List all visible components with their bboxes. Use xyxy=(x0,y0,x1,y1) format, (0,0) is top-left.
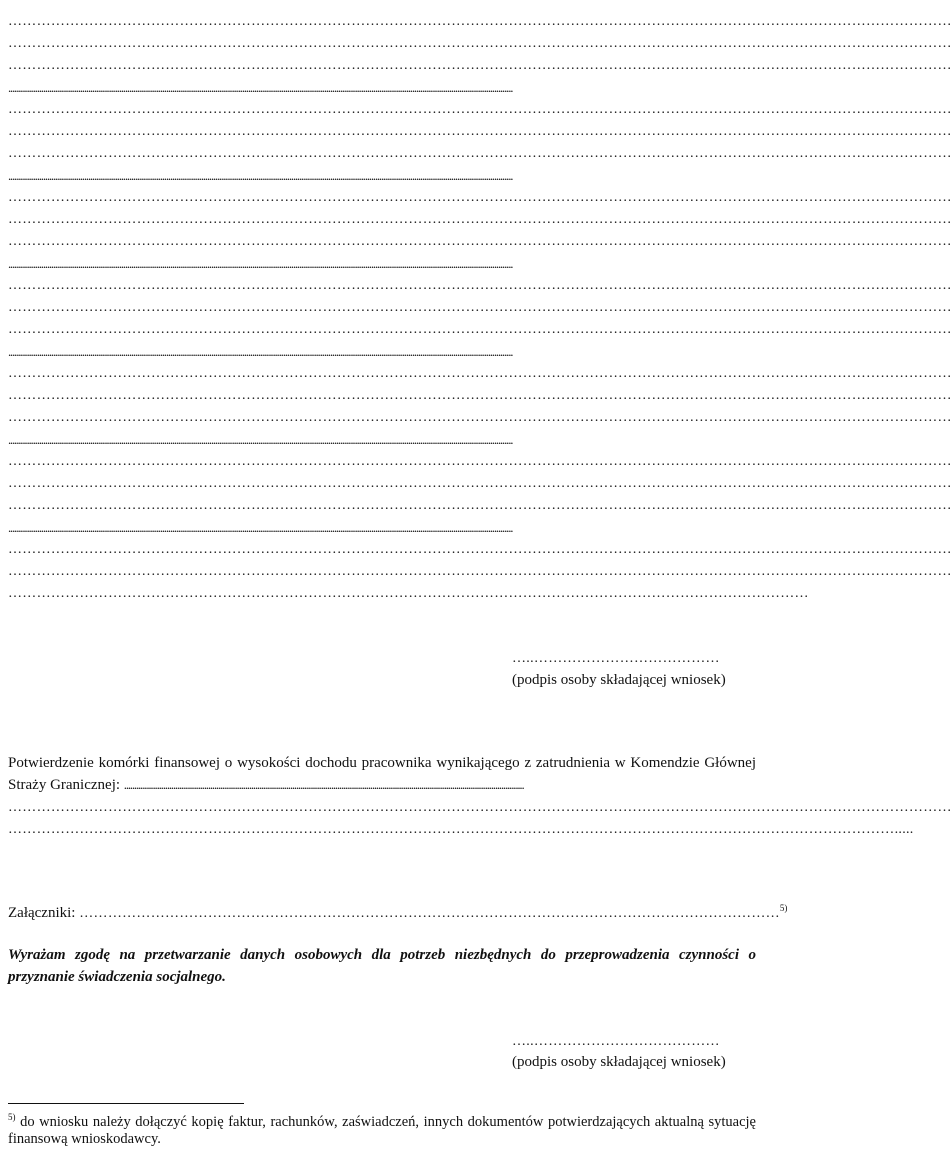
dotted-line-1: ……………………………………………………………………………………………………………………………………………………………………………… xyxy=(8,14,952,29)
confirmation-text: Potwierdzenie komórki finansowej o wysokości dochodu pracownika wynikającego z zatrudnienia w Komendzie Głównej Straży Granicznej: xyxy=(8,755,756,793)
signature-line-1: …..………………………………… xyxy=(512,651,720,666)
dotted-line-6: ……………………………………………………………………………………………………………………………………………………………………………… xyxy=(8,124,952,139)
dotted-line-5: ……………………………………………………………………………………………………………………………………………………………………………… xyxy=(8,102,952,117)
confirmation-dotted-line-2: ……………………………………………………………………………………………………………………………………………………………………………… xyxy=(8,800,952,815)
dotted-line-3: ……………………………………………………………………………………………………………………………………………………………………………… xyxy=(8,58,952,73)
confirmation-inline-dots: ................................................................................................................................................................................................... xyxy=(123,777,524,792)
dotted-line-10: ……………………………………………………………………………………………………………………………………………………………………………… xyxy=(8,212,952,227)
dotted-line-18: ……………………………………………………………………………………………………………………………………………………………………………… xyxy=(8,388,952,403)
dotted-line-26: ……………………………………………………………………………………………………………………………………………………………………………… xyxy=(8,564,952,579)
dotted-line-22: ……………………………………………………………………………………………………………………………………………………………………………… xyxy=(8,476,952,491)
dotted-line-27: …………………………………………………………………………………………………………………………………………………… xyxy=(8,586,809,601)
attachments-label: Załączniki: xyxy=(8,905,80,921)
confirmation-dotted-line-3: ……………………………………………………………………………………………………………………………………………………………………..... xyxy=(8,822,914,837)
footnote-rule xyxy=(8,1103,244,1104)
attachments-dots: ………………………………………………………………………………………………………………………………… xyxy=(79,906,780,921)
dotted-line-4: ...................................................................................................................................................................................................................................................... xyxy=(8,80,513,95)
dotted-line-11: ……………………………………………………………………………………………………………………………………………………………………………… xyxy=(8,234,952,249)
dotted-line-8: ...................................................................................................................................................................................................................................................... xyxy=(8,168,513,183)
financial-confirmation xyxy=(8,752,756,796)
dotted-line-20: ...................................................................................................................................................................................................................................................... xyxy=(8,432,513,447)
dotted-line-21: ……………………………………………………………………………………………………………………………………………………………………………… xyxy=(8,454,952,469)
footnote-text: do wniosku należy dołączyć kopię faktur, rachunków, zaświadczeń, innych dokumentów potwierdzających aktualną sytuację finansową wnioskodawcy. xyxy=(8,1114,756,1147)
dotted-line-14: ……………………………………………………………………………………………………………………………………………………………………………… xyxy=(8,300,952,315)
footnote-marker: 5) xyxy=(8,1112,16,1123)
dotted-line-13: ……………………………………………………………………………………………………………………………………………………………………………… xyxy=(8,278,952,293)
dotted-line-25: ……………………………………………………………………………………………………………………………………………………………………………… xyxy=(8,542,952,557)
signature-caption-1: (podpis osoby składającej wniosek) xyxy=(512,672,726,688)
dotted-line-7: ……………………………………………………………………………………………………………………………………………………………………………… xyxy=(8,146,952,161)
attachments-line xyxy=(8,902,788,925)
dotted-line-16: ...................................................................................................................................................................................................................................................... xyxy=(8,344,513,359)
consent-statement: Wyrażam zgodę na przetwarzanie danych osobowych dla potrzeb niezbędnych do przeprowadzenia czynności o przyznanie świadczenia socjalnego. xyxy=(8,947,756,985)
dotted-line-17: ……………………………………………………………………………………………………………………………………………………………………………… xyxy=(8,366,952,381)
signature-line-2: …..………………………………… xyxy=(512,1034,720,1049)
dotted-line-15: ……………………………………………………………………………………………………………………………………………………………………………… xyxy=(8,322,952,337)
footnote xyxy=(8,1114,756,1148)
dotted-line-19: ……………………………………………………………………………………………………………………………………………………………………………… xyxy=(8,410,952,425)
signature-caption-2: (podpis osoby składającej wniosek) xyxy=(512,1054,726,1070)
dotted-line-12: ...................................................................................................................................................................................................................................................... xyxy=(8,256,513,271)
dotted-line-24: ...................................................................................................................................................................................................................................................... xyxy=(8,520,513,535)
dotted-line-2: ……………………………………………………………………………………………………………………………………………………………………………… xyxy=(8,36,952,51)
dotted-line-23: ……………………………………………………………………………………………………………………………………………………………………………… xyxy=(8,498,952,513)
dotted-line-9: ……………………………………………………………………………………………………………………………………………………………………………… xyxy=(8,190,952,205)
attachments-footnote-ref: 5) xyxy=(779,903,788,913)
